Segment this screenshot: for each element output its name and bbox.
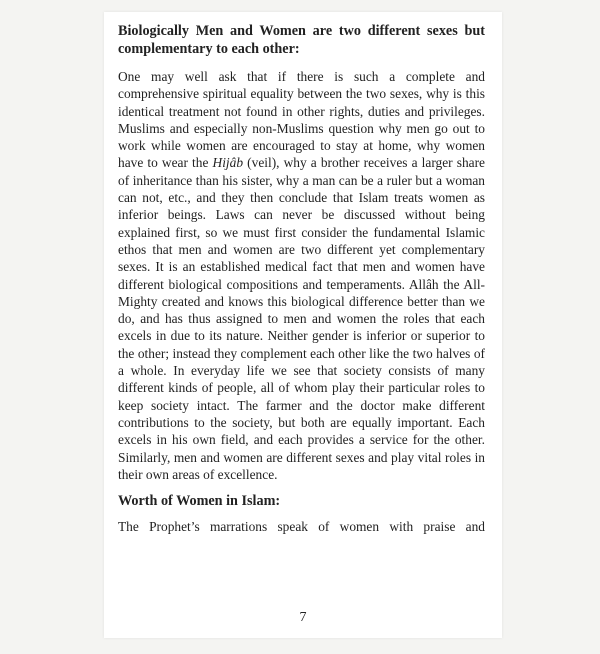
paragraph-text-start: One may well ask that if there is such a complete and comprehensive spiritual equality between the two sexes, why is this identical treatment not found in other rights, duties and privileges. Muslims and especially non-Muslims question why men go out to work while women are encouraged to stay at home, why women have to wear the [118, 69, 485, 171]
book-page [104, 12, 502, 638]
body-paragraph-2: The Prophet’s marrations speak of women with praise and [118, 519, 485, 535]
body-paragraph [118, 68, 485, 483]
section-heading: Biologically Men and Women are two different sexes but complementary to each other: [118, 23, 485, 57]
paragraph-text-rest: (veil), why a brother receives a larger share of inheritance than his sister, why a man can be a ruler but a woman can not, etc., and they then conclude that Islam treats women as inferior beings. Laws can never be discussed without being explained first, so we must first consider the fundamental Islamic ethos that men and women are two different yet complementary sexes. It is an established medical fact that men and women have different biological compositions and temperaments. Allâh the All-Mighty created and knows this biological difference better than we do, and has thus assigned to men and women the roles that each excels in due to its nature. Neither gender is inferior or superior to the other; instead they complement each other like the two halves of a whole. In everyday life we see that society consists of many different kinds of people, all of whom play their particular roles to keep society intact. The farmer and the doctor make different contributions to the society, but both are equally important. Each excels in his own field, and each provides a service for the other. Similarly, men and women are different sexes and play vital roles in their own areas of excellence. [118, 155, 485, 482]
page-content [118, 22, 485, 535]
italic-term: Hijâb [212, 155, 244, 171]
section-heading-2: Worth of Women in Islam: [118, 493, 281, 510]
page-number: 7 [299, 610, 307, 625]
